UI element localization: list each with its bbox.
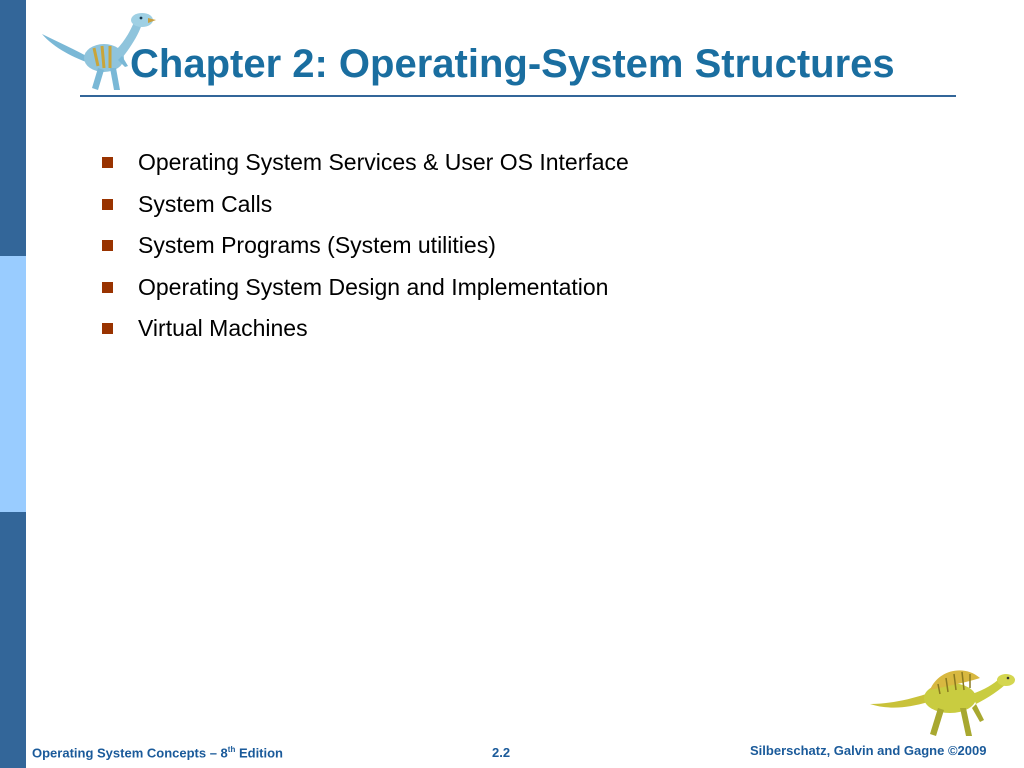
bullet-text: Operating System Design and Implementation	[138, 273, 609, 300]
side-bar-middle-segment	[0, 256, 26, 512]
bullet-text: System Programs (System utilities)	[138, 232, 496, 259]
footer-book-prefix: Operating System Concepts – 8	[32, 745, 228, 761]
bullet-text: Operating System Services & User OS Interface	[138, 149, 629, 176]
bullet-text: Virtual Machines	[138, 315, 308, 342]
title-divider	[80, 95, 956, 97]
list-item	[102, 142, 629, 184]
square-bullet-icon	[102, 240, 113, 251]
footer-authors: Silberschatz, Galvin and Gagne ©2009	[750, 743, 987, 758]
square-bullet-icon	[102, 282, 113, 293]
square-bullet-icon	[102, 157, 113, 168]
bullet-list	[102, 142, 629, 350]
square-bullet-icon	[102, 199, 113, 210]
side-bar	[0, 0, 26, 768]
dinosaur-icon	[868, 660, 1018, 740]
footer-page-number: 2.2	[492, 745, 511, 760]
list-item	[102, 225, 629, 267]
list-item	[102, 184, 629, 226]
page-title: Chapter 2: Operating-System Structures	[130, 42, 895, 86]
footer-book-suffix: Edition	[235, 745, 284, 761]
side-bar-top-segment	[0, 0, 26, 256]
list-item	[102, 308, 629, 350]
footer-book-superscript: th	[227, 745, 236, 754]
side-bar-bottom-segment	[0, 512, 26, 768]
footer-book-title	[32, 745, 283, 760]
list-item	[102, 267, 629, 309]
bullet-text: System Calls	[138, 190, 273, 217]
square-bullet-icon	[102, 323, 113, 334]
